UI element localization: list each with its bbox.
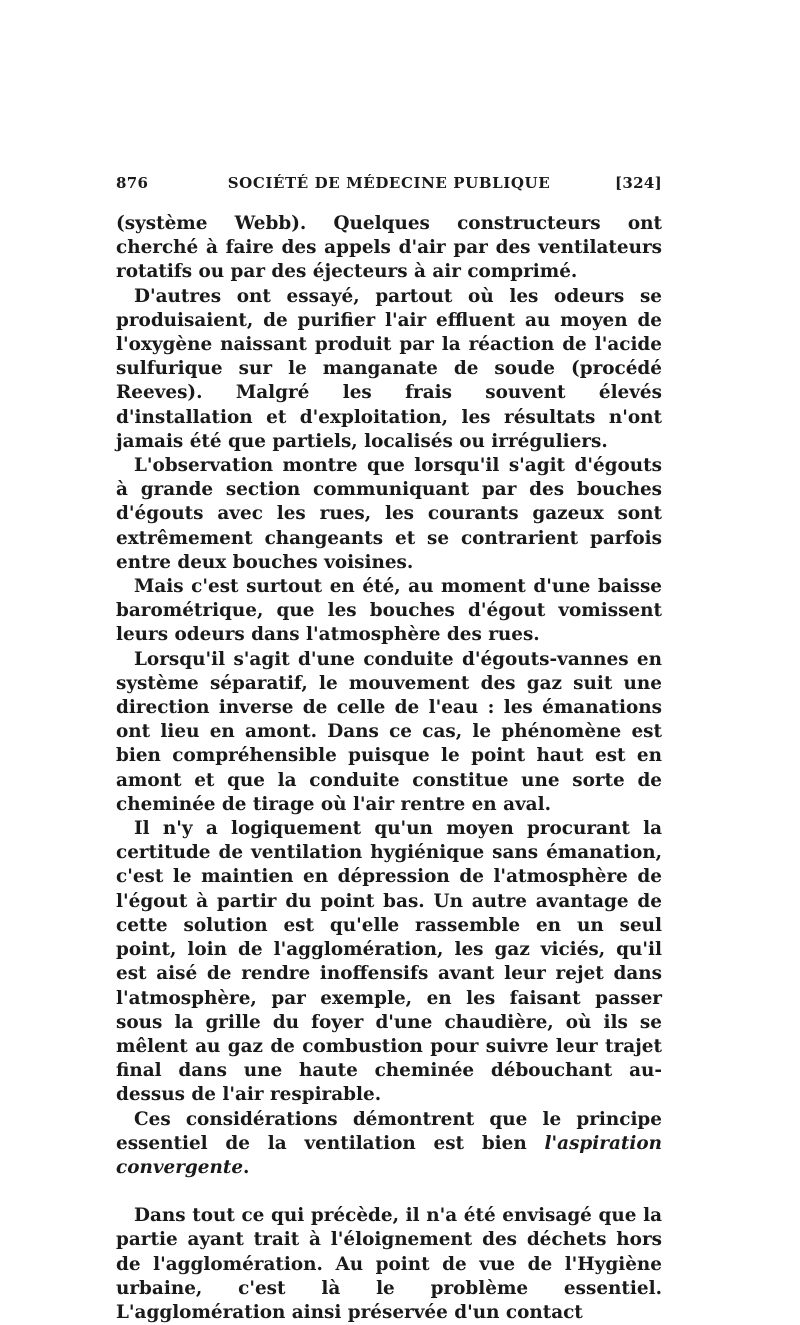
book-page	[116, 172, 662, 1325]
running-header	[116, 172, 662, 196]
bracket-page-ref: [324]	[614, 174, 662, 192]
paragraph: L'observation montre que lorsqu'il s'agit d'égouts à grande section communiquant par des bouches d'égouts avec les rues, les courants gazeux sont extrêmement changeants et se contrarient parfois entre deux bouches voisines.	[116, 455, 662, 573]
conclusion-lead: Ces considérations démontrent que le principe essentiel de la ventilation est bien	[116, 1108, 662, 1154]
page-number: 876	[116, 174, 149, 192]
conclusion-emphasis: l'aspiration convergente	[116, 1132, 662, 1178]
paragraph: Il n'y a logiquement qu'un moyen procurant la certitude de ventilation hygiénique sans émanation, c'est le maintien en dépression de l'atmosphère de l'égout à partir du point bas. Un autre avantage de cette solution est qu'elle rassemble en un seul point, loin de l'agglomération, les gaz viciés, qu'il est aisé de rendre inoffensifs avant leur rejet dans l'atmosphère, par exemple, en les faisant passer sous la grille du foyer d'une chaudière, où ils se mêlent au gaz de combustion pour suivre leur trajet final dans une haute cheminée débouchant au-dessus de l'air respirable.	[116, 818, 662, 1106]
running-title: SOCIÉTÉ DE MÉDECINE PUBLIQUE	[227, 174, 551, 192]
conclusion-tail: .	[243, 1156, 250, 1178]
body-text	[116, 212, 662, 1325]
paragraph: Lorsqu'il s'agit d'une conduite d'égouts-vannes en système séparatif, le mouvement des gaz suit une direction inverse de celle de l'eau : les émanations ont lieu en amont. Dans ce cas, le phénomène est bien compréhensible puisque le point haut est en amont et que la conduite constitue une sorte de cheminée de tirage où l'air rentre en aval.	[116, 648, 662, 815]
paragraph: D'autres ont essayé, partout où les odeurs se produisaient, de purifier l'air effluent au moyen de l'oxygène naissant produit par la réaction de l'acide sulfurique sur le manganate de soude (procédé Reeves). Malgré les frais souvent élevés d'installation et d'exploitation, les résultats n'ont jamais été que partiels, localisés ou irréguliers.	[116, 285, 662, 452]
paragraph: Mais c'est surtout en été, au moment d'une baisse barométrique, que les bouches d'égout vomissent leurs odeurs dans l'atmosphère des rues.	[116, 576, 662, 646]
final-paragraph: Dans tout ce qui précède, il n'a été envisagé que la partie ayant trait à l'éloignement des déchets hors de l'agglomération. Au point de vue de l'Hygiène urbaine, c'est là le problème essentiel. L'agglomération ainsi préservée d'un contact	[116, 1205, 662, 1323]
conclusion-paragraph	[116, 1108, 662, 1181]
paragraph-continuation: (système Webb). Quelques constructeurs ont cherché à faire des appels d'air par des ventilateurs rotatifs ou par des éjecteurs à air comprimé.	[116, 213, 662, 283]
